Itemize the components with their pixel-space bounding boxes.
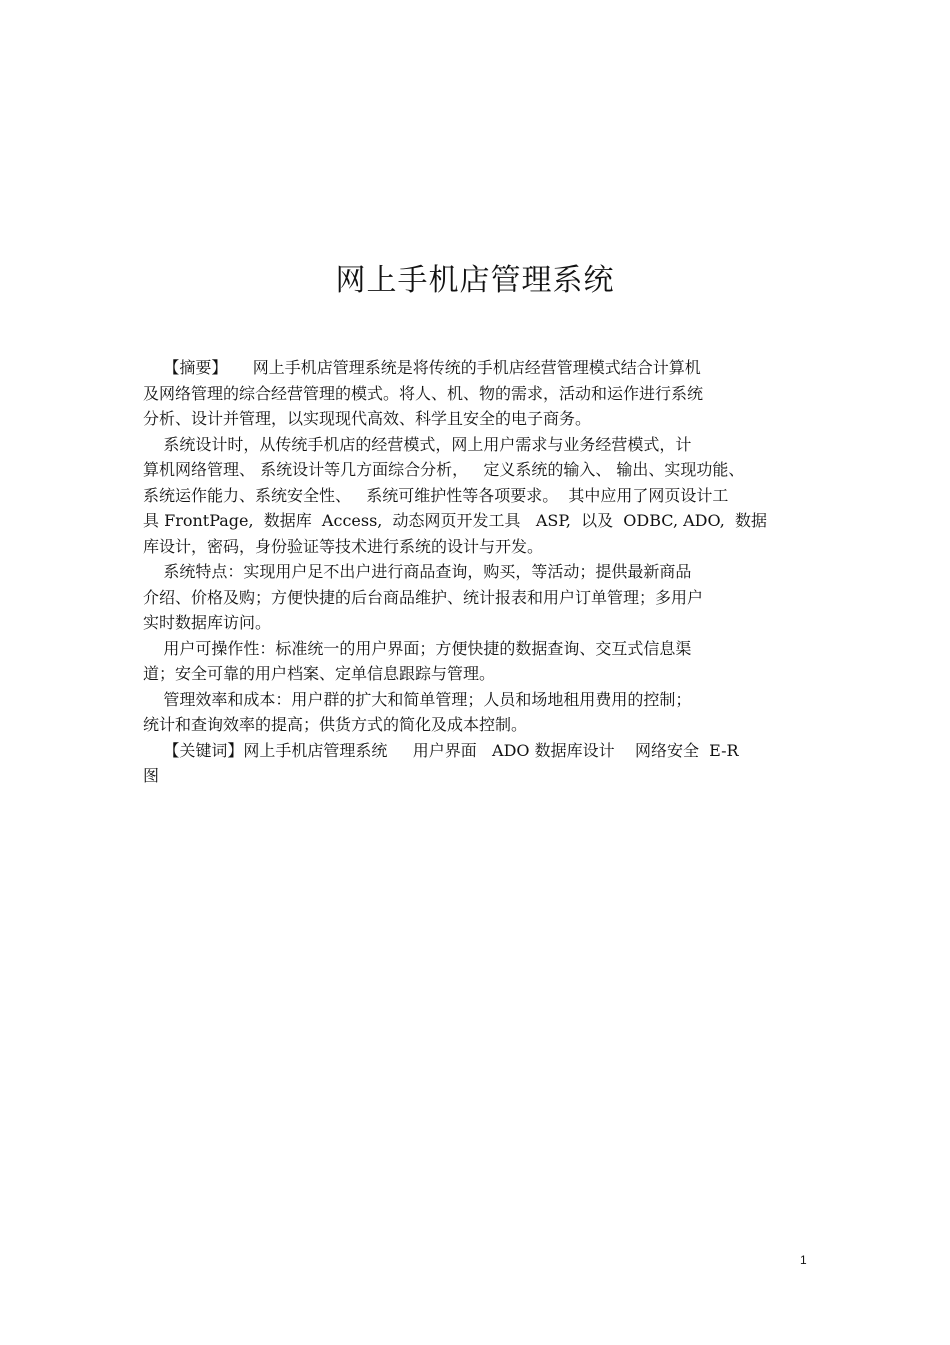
body-line: 系统设计时，从传统手机店的经营模式，网上用户需求与业务经营模式，计 bbox=[143, 434, 692, 454]
keywords-line-continued: 图 bbox=[143, 766, 160, 785]
keywords-line: 【关键词】网上手机店管理系统 用户界面 ADO 数据库设计 网络安全 E-R bbox=[143, 740, 739, 760]
body-line: 管理效率和成本：用户群的扩大和简单管理；人员和场地租用费用的控制； bbox=[143, 689, 692, 709]
body-line: 介绍、价格及购；方便快捷的后台商品维护、统计报表和用户订单管理；多用户 bbox=[143, 587, 704, 607]
body-line: 库设计，密码，身份验证等技术进行系统的设计与开发。 bbox=[143, 536, 544, 556]
body-line: 用户可操作性：标准统一的用户界面；方便快捷的数据查询、交互式信息渠 bbox=[143, 638, 692, 658]
body-line: 实时数据库访问。 bbox=[143, 613, 272, 632]
body-line: 具 FrontPage, 数据库 Access, 动态网页开发工具 ASP, 以及 ODBC, ADO, 数据 bbox=[143, 511, 767, 530]
abstract-body bbox=[143, 355, 807, 789]
body-line: 算机网络管理、 系统设计等几方面综合分析， 定义系统的输入、 输出、实现功能、 bbox=[143, 460, 745, 479]
body-line: 系统特点：实现用户足不出户进行商品查询，购买，等活动；提供最新商品 bbox=[143, 562, 692, 581]
body-line: 统计和查询效率的提高；供货方式的简化及成本控制。 bbox=[143, 715, 528, 734]
body-line: 分析、设计并管理，以实现现代高效、科学且安全的电子商务。 bbox=[143, 409, 592, 428]
body-line: 道；安全可靠的用户档案、定单信息跟踪与管理。 bbox=[143, 664, 496, 683]
body-line: 及网络管理的综合经营管理的模式。将人、机、物的需求，活动和运作进行系统 bbox=[143, 383, 704, 403]
body-line: 【摘要】 网上手机店管理系统是将传统的手机店经营管理模式结合计算机 bbox=[143, 358, 701, 377]
page-title: 网上手机店管理系统 bbox=[335, 263, 615, 298]
page-number: 1 bbox=[800, 1253, 807, 1267]
body-line: 系统运作能力、系统安全性、 系统可维护性等各项要求。 其中应用了网页设计工 bbox=[143, 485, 729, 505]
